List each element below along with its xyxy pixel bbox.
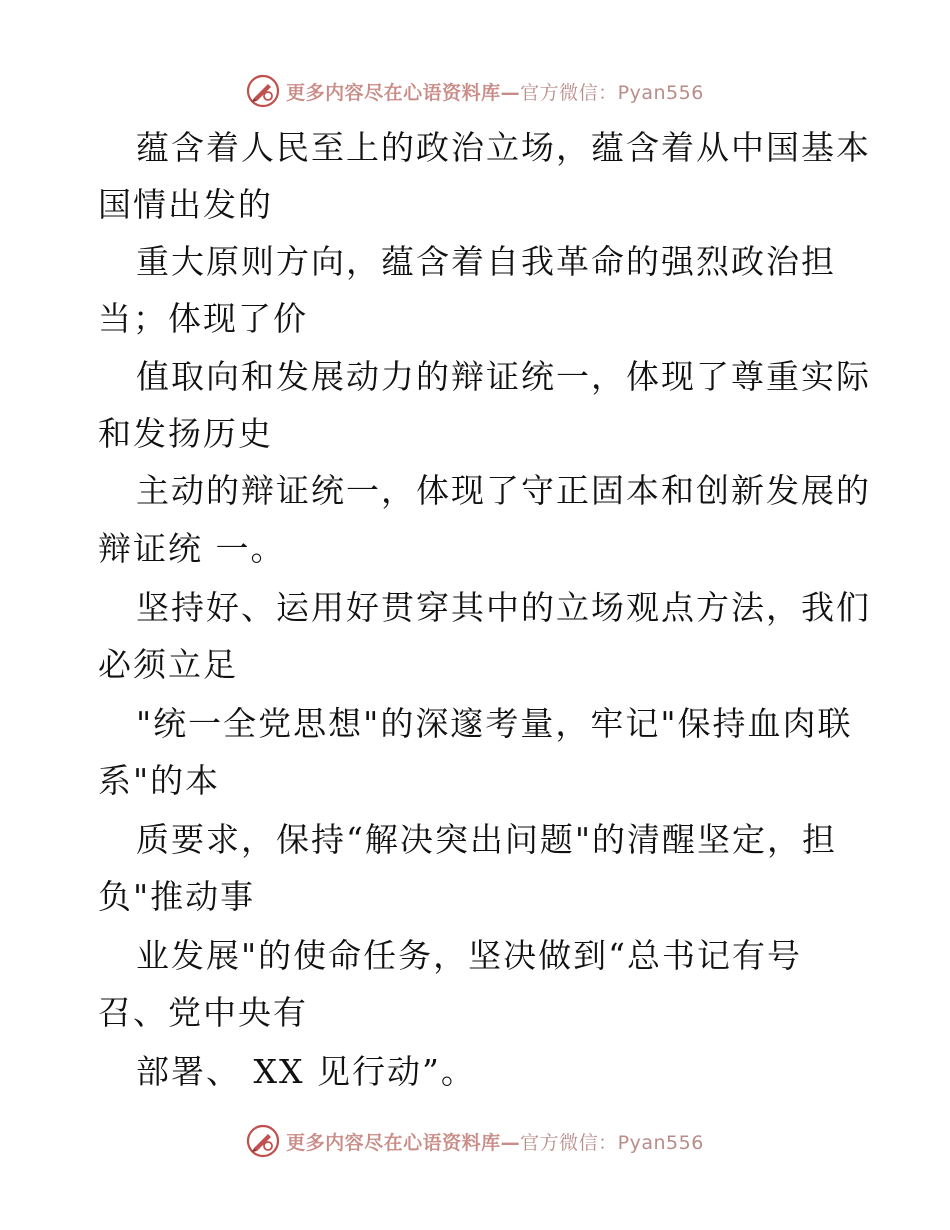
pen-logo-icon [246, 1124, 280, 1158]
footer-watermark [0, 1121, 950, 1161]
text-line: 重大原则方向，蕴含着自我革命的强烈政治担 [136, 242, 836, 281]
watermark-wechat: 官方微信：Pyan556 [520, 81, 704, 104]
text-line: 系"的本 [98, 761, 221, 800]
text-line: 负"推动事 [98, 877, 256, 916]
text-line: 业发展"的使命任务，坚决做到“总书记有号 [136, 936, 803, 975]
text-line: 国情出发的 [98, 185, 273, 224]
text-line: 值取向和发展动力的辩证统一，体现了尊重实际 [136, 357, 871, 396]
text-line: 和发扬历史 [98, 414, 273, 453]
text-line: 辩证统 一。 [98, 529, 286, 568]
pen-logo-icon [246, 74, 280, 108]
text-line: "统一全党思想"的深邃考量，牢记"保持血肉联 [136, 704, 853, 743]
watermark-text [286, 78, 704, 105]
text-line: 必须立足 [98, 645, 238, 684]
text-line: 蕴含着人民至上的政治立场，蕴含着从中国基本 [136, 128, 871, 167]
watermark-brand: 更多内容尽在心语资料库— [286, 1131, 521, 1154]
header-watermark [0, 71, 950, 111]
text-line: 当；体现了价 [98, 299, 308, 338]
text-line: 召、党中央有 [98, 993, 308, 1032]
watermark-text [286, 1128, 704, 1155]
text-line: 坚持好、运用好贯穿其中的立场观点方法，我们 [136, 588, 871, 627]
watermark-wechat: 官方微信：Pyan556 [520, 1131, 704, 1154]
watermark-brand: 更多内容尽在心语资料库— [286, 81, 521, 104]
text-line: 部署、 XX 见行动”。 [136, 1052, 476, 1091]
text-line: 主动的辩证统一，体现了守正固本和创新发展的 [136, 471, 871, 510]
text-line: 质要求，保持“解决突出问题"的清醒坚定，担 [136, 820, 838, 859]
